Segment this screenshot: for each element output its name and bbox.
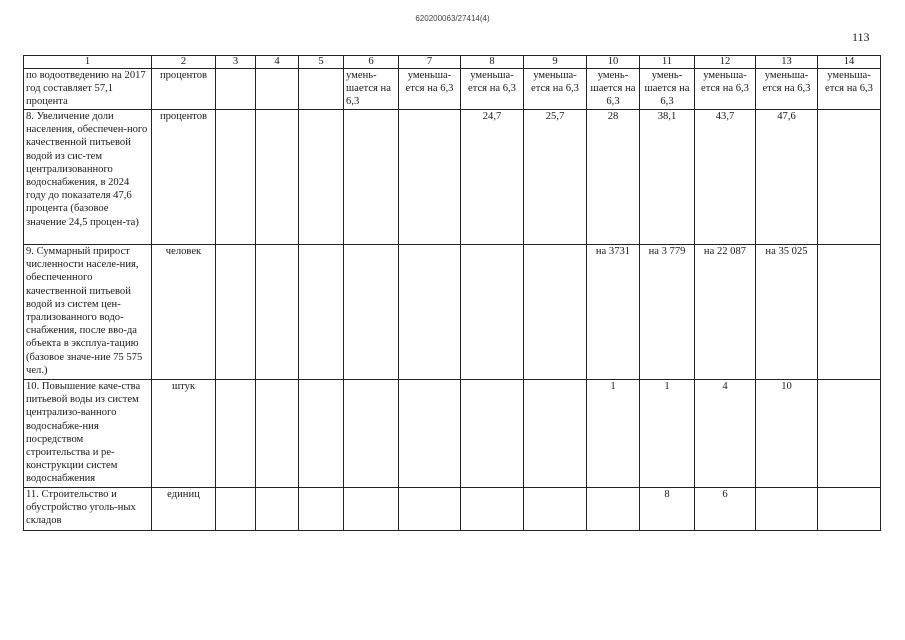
value-cell xyxy=(216,488,256,531)
value-cell: 6 xyxy=(695,488,756,531)
value-cell xyxy=(344,245,399,380)
table-row xyxy=(24,110,881,245)
indicator-table xyxy=(23,55,881,531)
value-cell: 38,1 xyxy=(640,110,695,245)
value-cell: на 3 779 xyxy=(640,245,695,380)
value-cell: уменьша-ется на 6,3 xyxy=(461,69,524,110)
value-cell: умень-шается на 6,3 xyxy=(640,69,695,110)
value-cell xyxy=(256,110,299,245)
indicator-cell: 9. Суммарный прирост численности населе-ния, обеспеченного качественной питьевой водой из систем цен-трализованного водо-снабжения, после вво-да объекта в эксплуа-тацию (базовое значе-ние 75 575 чел.) xyxy=(24,245,152,380)
column-number: 12 xyxy=(695,56,756,69)
unit-cell: человек xyxy=(152,245,216,380)
unit-cell: единиц xyxy=(152,488,216,531)
column-number: 4 xyxy=(256,56,299,69)
indicator-cell: 10. Повышение каче-ства питьевой воды из систем централизо-ванного водоснабже-ния посредством строительства и ре-конструкции систем водоснабжения xyxy=(24,380,152,488)
column-number: 3 xyxy=(216,56,256,69)
column-number: 13 xyxy=(756,56,818,69)
value-cell xyxy=(216,245,256,380)
indicator-cell: 8. Увеличение доли населения, обеспечен-ного качественной питьевой водой из сис-тем централизованного водоснабжения, в 2024 году до показателя 47,6 процента (базовое значение 24,5 процен-та) xyxy=(24,110,152,245)
table-row xyxy=(24,245,881,380)
value-cell xyxy=(256,69,299,110)
value-cell xyxy=(344,380,399,488)
value-cell: 10 xyxy=(756,380,818,488)
page-number: 113 xyxy=(852,30,870,44)
value-cell: уменьша-ется на 6,3 xyxy=(695,69,756,110)
value-cell xyxy=(818,245,881,380)
unit-cell: процентов xyxy=(152,69,216,110)
value-cell xyxy=(399,380,461,488)
column-number: 7 xyxy=(399,56,461,69)
value-cell: умень-шается на 6,3 xyxy=(587,69,640,110)
value-cell xyxy=(299,69,344,110)
value-cell xyxy=(216,110,256,245)
value-cell: на 22 087 xyxy=(695,245,756,380)
value-cell: 8 xyxy=(640,488,695,531)
column-number: 9 xyxy=(524,56,587,69)
value-cell xyxy=(216,69,256,110)
value-cell: уменьша-ется на 6,3 xyxy=(524,69,587,110)
value-cell xyxy=(299,488,344,531)
indicator-cell: по водоотведению на 2017 год составляет 57,1 процента xyxy=(24,69,152,110)
value-cell: уменьша-ется на 6,3 xyxy=(399,69,461,110)
column-number: 8 xyxy=(461,56,524,69)
unit-cell: штук xyxy=(152,380,216,488)
value-cell: 43,7 xyxy=(695,110,756,245)
table-row xyxy=(24,488,881,531)
column-number: 11 xyxy=(640,56,695,69)
value-cell: 24,7 xyxy=(461,110,524,245)
column-number: 14 xyxy=(818,56,881,69)
value-cell: уменьша-ется на 6,3 xyxy=(756,69,818,110)
value-cell: 1 xyxy=(640,380,695,488)
value-cell xyxy=(524,380,587,488)
value-cell xyxy=(299,110,344,245)
value-cell xyxy=(818,110,881,245)
column-number: 5 xyxy=(299,56,344,69)
value-cell xyxy=(299,245,344,380)
value-cell: на 35 025 xyxy=(756,245,818,380)
value-cell: 28 xyxy=(587,110,640,245)
indicator-cell: 11. Строительство и обустройство уголь-ных складов xyxy=(24,488,152,531)
value-cell xyxy=(818,380,881,488)
value-cell xyxy=(461,380,524,488)
value-cell: 4 xyxy=(695,380,756,488)
value-cell xyxy=(461,245,524,380)
column-number: 1 xyxy=(24,56,152,69)
value-cell: 1 xyxy=(587,380,640,488)
value-cell xyxy=(587,488,640,531)
value-cell xyxy=(216,380,256,488)
value-cell xyxy=(818,488,881,531)
value-cell xyxy=(299,380,344,488)
value-cell xyxy=(461,488,524,531)
column-number: 2 xyxy=(152,56,216,69)
column-number: 10 xyxy=(587,56,640,69)
value-cell: на 3731 xyxy=(587,245,640,380)
value-cell xyxy=(256,245,299,380)
table-row xyxy=(24,380,881,488)
value-cell xyxy=(344,110,399,245)
value-cell: 47,6 xyxy=(756,110,818,245)
value-cell xyxy=(399,488,461,531)
table-row xyxy=(24,69,881,110)
value-cell xyxy=(756,488,818,531)
value-cell xyxy=(524,245,587,380)
value-cell xyxy=(344,488,399,531)
document-id: 620200063/27414(4) xyxy=(415,14,490,23)
value-cell xyxy=(399,245,461,380)
value-cell: умень-шается на 6,3 xyxy=(344,69,399,110)
column-number-row xyxy=(24,56,881,69)
value-cell xyxy=(399,110,461,245)
value-cell xyxy=(524,488,587,531)
value-cell: уменьша-ется на 6,3 xyxy=(818,69,881,110)
value-cell: 25,7 xyxy=(524,110,587,245)
column-number: 6 xyxy=(344,56,399,69)
value-cell xyxy=(256,488,299,531)
unit-cell: процентов xyxy=(152,110,216,245)
value-cell xyxy=(256,380,299,488)
